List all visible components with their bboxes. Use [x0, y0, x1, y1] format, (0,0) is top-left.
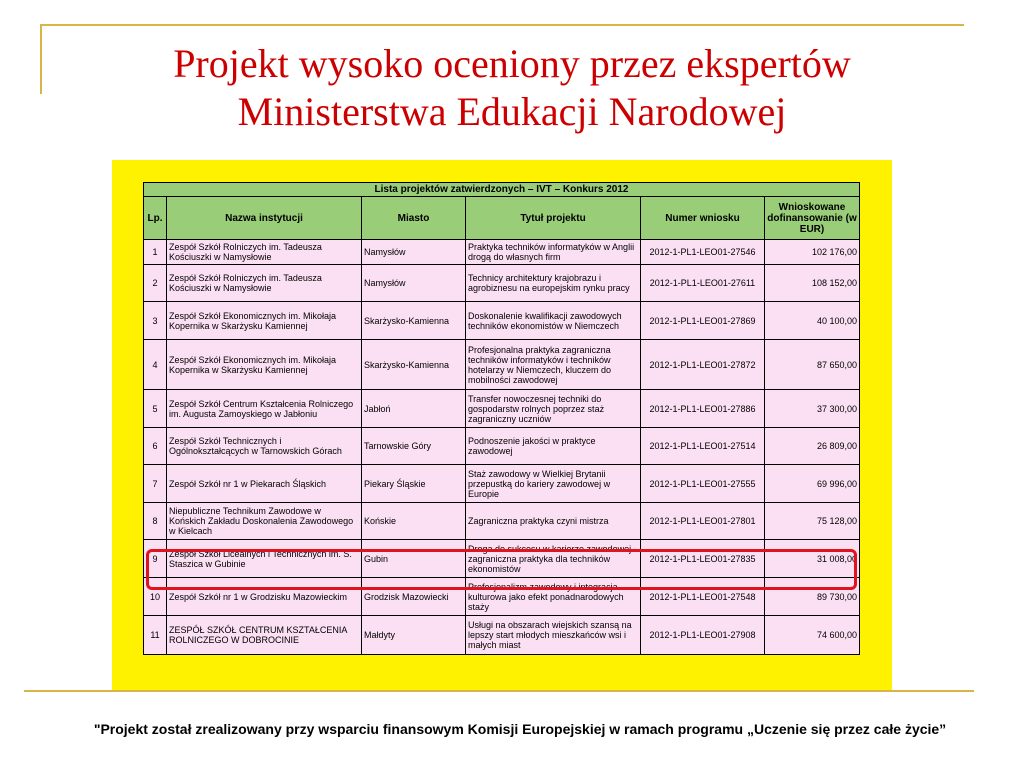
cell-institution: Zespół Szkół Ekonomicznych im. Mikołaja Kopernika w Skarżysku Kamiennej	[167, 302, 362, 340]
table-row	[144, 265, 860, 302]
header-amount: Wnioskowane dofinansowanie (w EUR)	[765, 197, 860, 240]
table-row	[144, 240, 860, 265]
cell-lp: 4	[144, 340, 167, 390]
cell-city: Namysłów	[362, 265, 466, 302]
header-institution: Nazwa instytucji	[167, 197, 362, 240]
cell-city: Małdyty	[362, 616, 466, 655]
cell-title: Staż zawodowy w Wielkiej Brytanii przepustką do kariery zawodowej w Europie	[466, 465, 641, 503]
cell-title: Profesjonalizm zawodowy i integracja kulturowa jako efekt ponadnarodowych staży	[466, 578, 641, 616]
table-row	[144, 616, 860, 655]
cell-lp: 3	[144, 302, 167, 340]
cell-city: Jabłoń	[362, 390, 466, 428]
slide-title	[0, 40, 1024, 136]
cell-number: 2012-1-PL1-LEO01-27514	[641, 428, 765, 465]
cell-institution: Zespół Szkół nr 1 w Piekarach Śląskich	[167, 465, 362, 503]
cell-title: Droga do sukcesu w karierze zawodowej - zagraniczna praktyka dla techników ekonomistów	[466, 540, 641, 578]
cell-city: Tarnowskie Góry	[362, 428, 466, 465]
cell-institution: Zespół Szkół Licealnych i Technicznych im. S. Staszica w Gubinie	[167, 540, 362, 578]
cell-title: Podnoszenie jakości w praktyce zawodowej	[466, 428, 641, 465]
cell-number: 2012-1-PL1-LEO01-27801	[641, 503, 765, 540]
funding-note: "Projekt został zrealizowany przy wsparciu finansowym Komisji Europejskiej w ramach programu „Uczenie się przez całe życie”	[93, 721, 947, 737]
cell-institution: ZESPÓŁ SZKÓŁ CENTRUM KSZTAŁCENIA ROLNICZEGO W DOBROCINIE	[167, 616, 362, 655]
cell-lp: 10	[144, 578, 167, 616]
cell-lp: 6	[144, 428, 167, 465]
table-row	[144, 503, 860, 540]
cell-title: Doskonalenie kwalifikacji zawodowych techników ekonomistów w Niemczech	[466, 302, 641, 340]
cell-amount: 108 152,00	[765, 265, 860, 302]
cell-institution: Zespół Szkół Technicznych i Ogólnokształcących w Tarnowskich Górach	[167, 428, 362, 465]
cell-amount: 89 730,00	[765, 578, 860, 616]
header-number: Numer wniosku	[641, 197, 765, 240]
cell-number: 2012-1-PL1-LEO01-27548	[641, 578, 765, 616]
cell-institution: Zespół Szkół nr 1 w Grodzisku Mazowieckim	[167, 578, 362, 616]
table-caption: Lista projektów zatwierdzonych – IVT – Konkurs 2012	[144, 183, 860, 197]
cell-city: Piekary Śląskie	[362, 465, 466, 503]
cell-institution: Zespół Szkół Ekonomicznych im. Mikołaja Kopernika w Skarżysku Kamiennej	[167, 340, 362, 390]
cell-number: 2012-1-PL1-LEO01-27869	[641, 302, 765, 340]
cell-institution: Zespół Szkół Centrum Kształcenia Rolniczego im. Augusta Zamoyskiego w Jabłoniu	[167, 390, 362, 428]
header-city: Miasto	[362, 197, 466, 240]
cell-amount: 75 128,00	[765, 503, 860, 540]
cell-title: Usługi na obszarach wiejskich szansą na lepszy start młodych mieszkańców wsi i małych miast	[466, 616, 641, 655]
cell-number: 2012-1-PL1-LEO01-27555	[641, 465, 765, 503]
cell-title: Zagraniczna praktyka czyni mistrza	[466, 503, 641, 540]
cell-city: Końskie	[362, 503, 466, 540]
row-9-highlight-box	[146, 549, 857, 590]
cell-lp: 2	[144, 265, 167, 302]
table-row	[144, 465, 860, 503]
cell-amount: 74 600,00	[765, 616, 860, 655]
table-caption-row	[144, 183, 860, 197]
title-line-2: Ministerstwa Edukacji Narodowej	[237, 89, 787, 134]
table-row	[144, 390, 860, 428]
cell-amount: 40 100,00	[765, 302, 860, 340]
cell-city: Skarżysko-Kamienna	[362, 302, 466, 340]
cell-number: 2012-1-PL1-LEO01-27835	[641, 540, 765, 578]
cell-lp: 9	[144, 540, 167, 578]
cell-city: Skarżysko-Kamienna	[362, 340, 466, 390]
cell-number: 2012-1-PL1-LEO01-27872	[641, 340, 765, 390]
cell-amount: 87 650,00	[765, 340, 860, 390]
frame-top-line	[40, 24, 964, 26]
cell-city: Grodzisk Mazowiecki	[362, 578, 466, 616]
cell-amount: 37 300,00	[765, 390, 860, 428]
cell-lp: 11	[144, 616, 167, 655]
cell-institution: Niepubliczne Technikum Zawodowe w Końskich Zakładu Doskonalenia Zawodowego w Kielcach	[167, 503, 362, 540]
cell-institution: Zespół Szkół Rolniczych im. Tadeusza Kościuszki w Namysłowie	[167, 240, 362, 265]
header-lp: Lp.	[144, 197, 167, 240]
cell-lp: 8	[144, 503, 167, 540]
cell-amount: 102 176,00	[765, 240, 860, 265]
cell-lp: 7	[144, 465, 167, 503]
cell-number: 2012-1-PL1-LEO01-27611	[641, 265, 765, 302]
cell-title: Profesjonalna praktyka zagraniczna techników informatyków i techników hotelarzy w Niemczech, kluczem do mobilności zawodowej	[466, 340, 641, 390]
frame-bottom-line	[24, 690, 974, 692]
cell-lp: 5	[144, 390, 167, 428]
cell-city: Namysłów	[362, 240, 466, 265]
cell-title: Praktyka techników informatyków w Anglii drogą do własnych firm	[466, 240, 641, 265]
cell-amount: 26 809,00	[765, 428, 860, 465]
cell-number: 2012-1-PL1-LEO01-27886	[641, 390, 765, 428]
cell-amount: 31 008,00	[765, 540, 860, 578]
cell-institution: Zespół Szkół Rolniczych im. Tadeusza Kościuszki w Namysłowie	[167, 265, 362, 302]
table-row	[144, 302, 860, 340]
cell-number: 2012-1-PL1-LEO01-27546	[641, 240, 765, 265]
table-row	[144, 428, 860, 465]
cell-number: 2012-1-PL1-LEO01-27908	[641, 616, 765, 655]
title-line-1: Projekt wysoko oceniony przez ekspertów	[173, 41, 851, 86]
table-header-row	[144, 197, 860, 240]
cell-city: Gubin	[362, 540, 466, 578]
header-title: Tytuł projektu	[466, 197, 641, 240]
cell-title: Transfer nowoczesnej techniki do gospodarstw rolnych poprzez staż zagraniczny uczniów	[466, 390, 641, 428]
table-row	[144, 340, 860, 390]
cell-title: Technicy architektury krajobrazu i agrobiznesu na europejskim rynku pracy	[466, 265, 641, 302]
cell-amount: 69 996,00	[765, 465, 860, 503]
cell-lp: 1	[144, 240, 167, 265]
